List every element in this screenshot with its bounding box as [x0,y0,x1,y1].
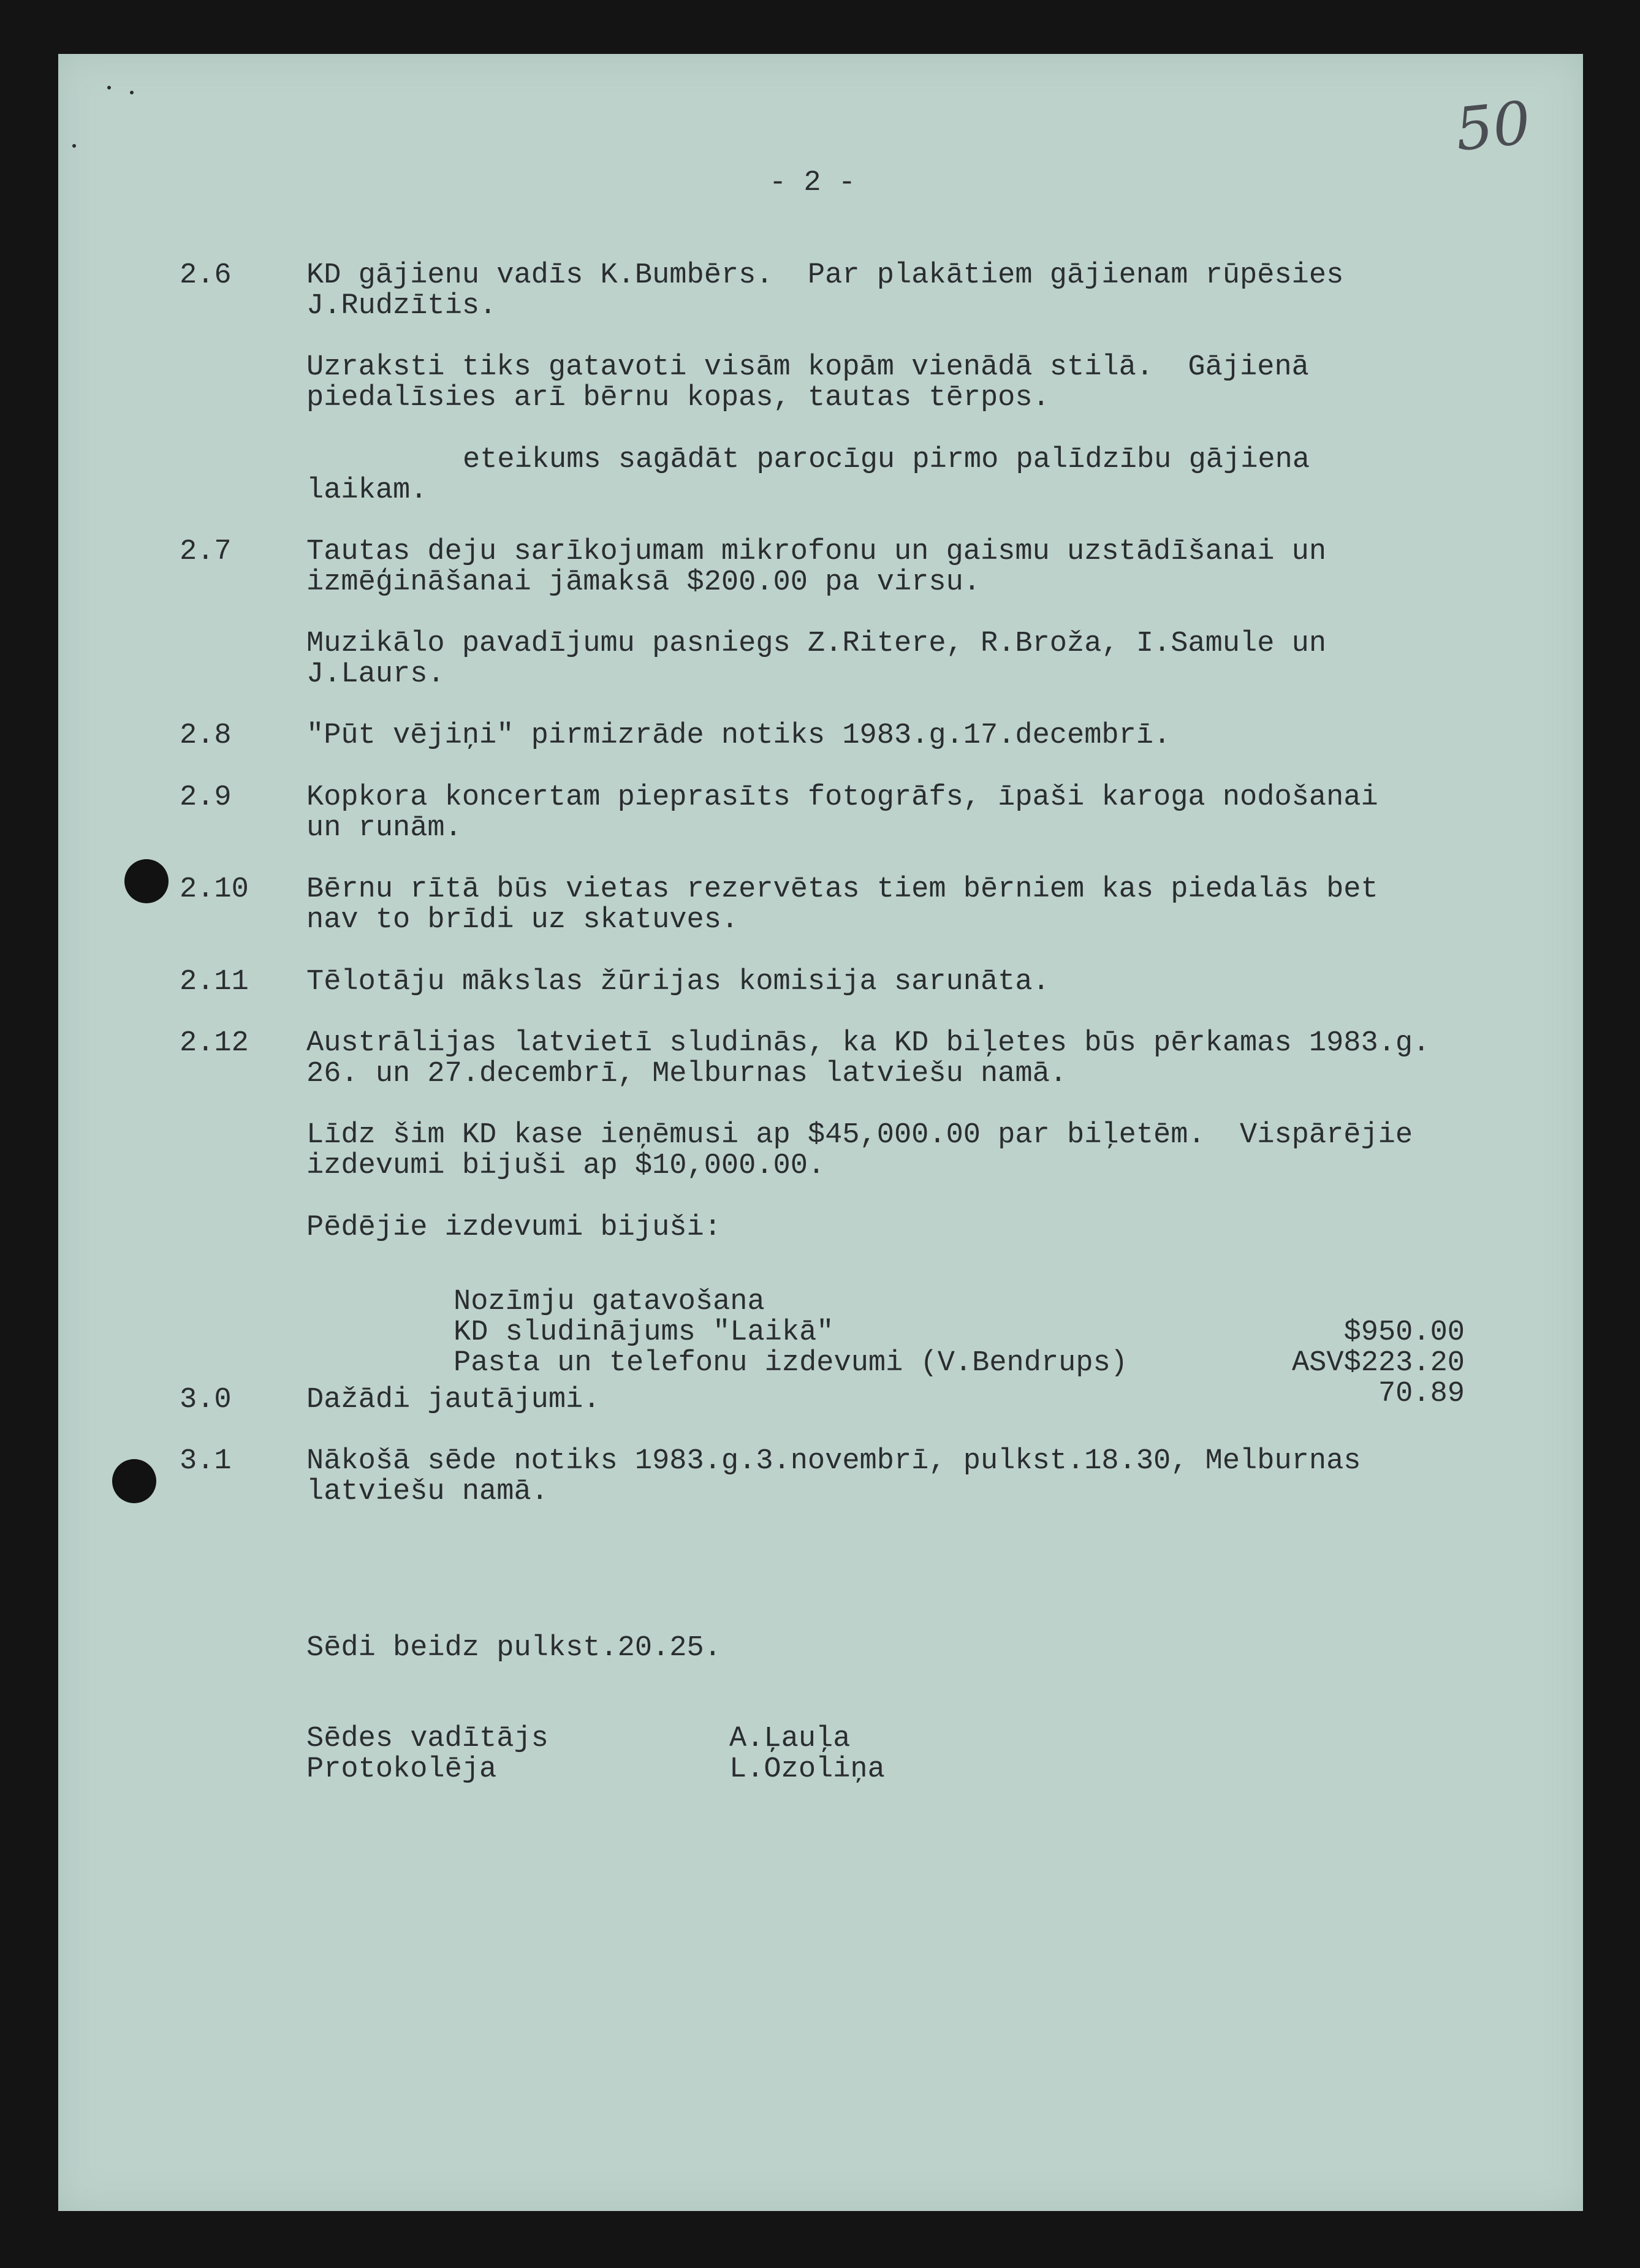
item-text-line: Līdz šim KD kase ieņēmusi ap $45,000.00 par biļetēm. Vispārējie [306,1119,1413,1151]
paper-speck [107,86,111,89]
item-text-line: Bērnu rītā būs vietas rezervētas tiem bērniem kas piedalās bet [306,873,1378,906]
item-text-line: Nākošā sēde notiks 1983.g.3.novembrī, pulkst.18.30, Melburnas [306,1445,1361,1477]
punch-hole-top [124,859,169,903]
item-text-line: Uzraksti tiks gatavoti visām kopām vienādā stilā. Gājienā [306,351,1309,384]
item-number: 3.0 [180,1384,232,1416]
item-number: 2.6 [180,259,232,292]
item-text-line: Kopkora koncertam pieprasīts fotogrāfs, īpaši karoga nodošanai [306,781,1378,814]
item-number: 2.10 [180,873,249,906]
item-number: 2.12 [180,1027,249,1060]
item-text-line: un runām. [306,812,462,844]
item-number: 3.1 [180,1445,232,1477]
handwritten-page-number: 50 [1452,88,1534,165]
item-text-line: KD gājienu vadīs K.Bumbērs. Par plakātiem gājienam rūpēsies [306,259,1344,292]
item-text-line: nav to brīdi uz skatuves. [306,904,739,936]
signature-role: Sēdes vadītājs [306,1723,549,1755]
item-text-line: latviešu namā. [306,1476,549,1508]
item-number: 2.11 [180,966,249,998]
signature-role: Protokolēja [306,1753,497,1786]
signature-name: L.Ozoliņa [729,1753,885,1786]
item-number: 2.7 [180,536,232,568]
page-number: - 2 - [769,167,856,199]
expense-label: KD sludinājums "Laikā" [454,1316,834,1349]
expense-amount: 70.89 [1378,1378,1465,1410]
item-text-line: Tēlotāju mākslas žūrijas komisija sarunāta. [306,966,1050,998]
item-text-line: Tautas deju sarīkojumam mikrofonu un gaismu uzstādīšanai un [306,536,1327,568]
item-text-line: Austrālijas latvietī sludinās, ka KD biļetes būs pērkamas 1983.g. [306,1027,1430,1060]
item-text-line: piedalīsies arī bērnu kopas, tautas tērpos. [306,382,1050,414]
expense-amount: $950.00 [1343,1316,1465,1349]
item-text-line: J.Laurs. [306,658,445,691]
item-text-line: J.Rudzītis. [306,290,497,322]
item-text-line: Dažādi jautājumi. [306,1384,601,1416]
expense-amount: ASV$223.20 [1291,1347,1465,1379]
item-text-line: Muzikālo pavadījumu pasniegs Z.Ritere, R.Broža, I.Samule un [306,628,1327,660]
paper-speck [130,91,134,94]
item-text-line: izmēģināšanai jāmaksā $200.00 pa virsu. [306,566,981,599]
expense-label: Nozīmju gatavošana [454,1286,765,1318]
expense-label: Pasta un telefonu izdevumi (V.Bendrups) [454,1347,1128,1379]
paper-speck [72,144,76,148]
item-number: 2.8 [180,719,232,752]
punch-hole-bottom [112,1459,156,1503]
item-text-line: 26. un 27.decembrī, Melburnas latviešu namā. [306,1058,1068,1090]
signature-name: A.Ļauļa [729,1723,851,1755]
item-text-line: "Pūt vējiņi" pirmizrāde notiks 1983.g.17.decembrī. [306,719,1171,752]
item-text-line: Pēdējie izdevumi bijuši: [306,1212,721,1244]
item-text-line: izdevumi bijuši ap $10,000.00. [306,1150,826,1182]
item-number: 2.9 [180,781,232,814]
closing-line: Sēdi beidz pulkst.20.25. [306,1632,721,1664]
item-text-line: eteikums sagādāt parocīgu pirmo palīdzību gājiena [463,444,1310,476]
item-text-line: laikam. [306,474,428,507]
